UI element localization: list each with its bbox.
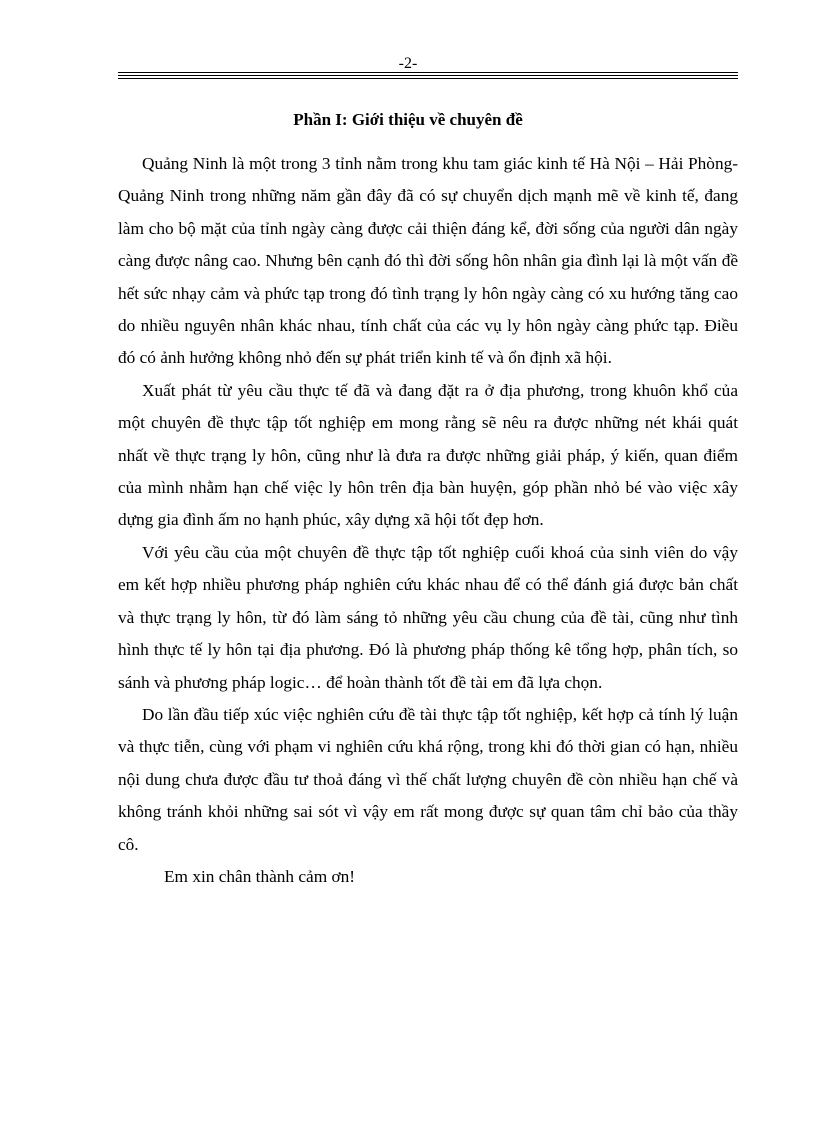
paragraph-1: Quảng Ninh là một trong 3 tỉnh nằm trong khu tam giác kinh tế Hà Nội – Hải Phòng- Quảng Ninh trong những năm gần đây đã có sự chuyển dịch mạnh mẽ về kinh tế, đang làm cho bộ mặt của tỉnh ngày càng được cải thiện đáng kể, đời sống của người dân ngày càng được nâng cao. Nhưng bên cạnh đó thì đời sống hôn nhân gia đình lại là một vấn đề hết sức nhạy cảm và phức tạp trong đó tình trạng ly hôn ngày càng có xu hướng tăng cao do nhiều nguyên nhân khác nhau, tính chất của các vụ ly hôn ngày càng phức tạp. Điều đó có ảnh hưởng không nhỏ đến sự phát triển kinh tế và ổn định xã hội. <box>118 154 738 368</box>
document-body <box>118 148 738 893</box>
paragraph-4: Do lần đầu tiếp xúc việc nghiên cứu đề tài thực tập tốt nghiệp, kết hợp cả tính lý luận và thực tiễn, cùng với phạm vi nghiên cứu khá rộng, trong khi đó thời gian có hạn, nhiều nội dung chưa được đầu tư thoả đáng vì thế chất lượng chuyên đề còn nhiều hạn chế và không tránh khỏi những sai sót vì vậy em rất mong được sự quan tâm chỉ bảo của thầy cô. <box>118 704 738 854</box>
section-title: Phần I: Giới thiệu về chuyên đề <box>293 110 523 129</box>
header-rule-middle <box>118 75 738 76</box>
paragraph-2: Xuất phát từ yêu cầu thực tế đã và đang đặt ra ở địa phương, trong khuôn khổ của một chuyên đề thực tập tốt nghiệp em mong rằng sẽ nêu ra được những nét khái quát nhất về thực trạng ly hôn, cũng như là đưa ra được những giải pháp, ý kiến, quan điểm của mình nhằm hạn chế việc ly hôn trên địa bàn huyện, góp phần nhỏ bé vào việc xây dựng gia đình ấm no hạnh phúc, xây dựng xã hội tốt đẹp hơn. <box>118 380 738 530</box>
header-rule-bottom <box>118 78 738 79</box>
paragraph-3: Với yêu cầu của một chuyên đề thực tập tốt nghiệp cuối khoá của sinh viên do vậy em kết hợp nhiều phương pháp nghiên cứu khác nhau để có thể đánh giá được bản chất và thực trạng ly hôn, từ đó làm sáng tỏ những yêu cầu chung của đề tài, cũng như tình hình thực tế ly hôn tại địa phương. Đó là phương pháp thống kê tổng hợp, phân tích, so sánh và phương pháp logic… để hoàn thành tốt đề tài em đã lựa chọn. <box>118 542 738 692</box>
header-rule-top <box>118 72 738 73</box>
page-number: -2- <box>398 55 418 72</box>
closing-line: Em xin chân thành cảm ơn! <box>164 866 356 886</box>
